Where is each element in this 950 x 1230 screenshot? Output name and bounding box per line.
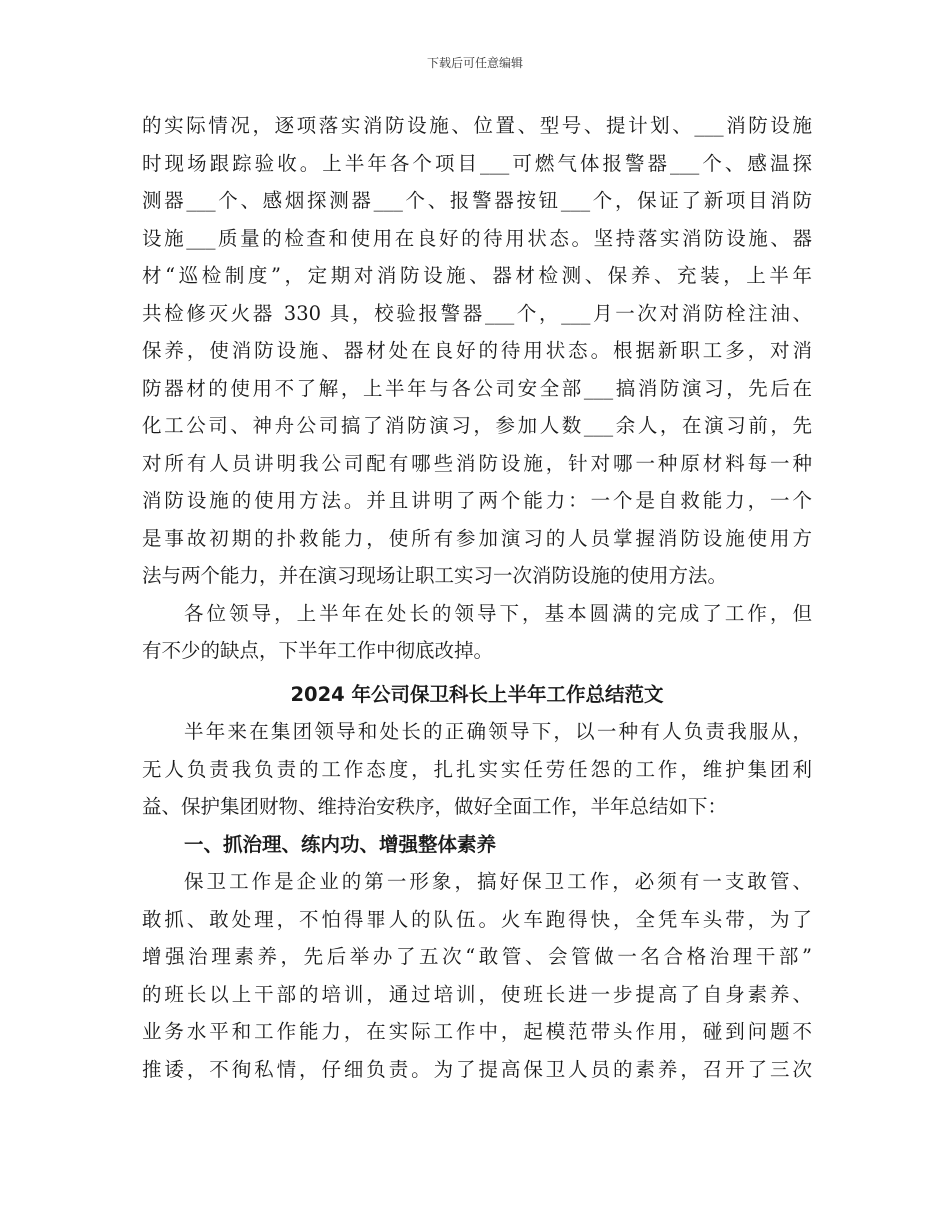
paragraph-fire-safety: [142, 107, 812, 595]
document-body: [142, 107, 812, 1088]
subsection-heading: 一、抓治理、练内功、增强整体素养: [184, 832, 497, 856]
text-line: 法与两个能力，并在演习现场让职工实习一次消防设施的使用方法。: [142, 564, 728, 587]
text-line: 益、保护集团财物、维持治安秩序，做好全面工作，半年总结如下：: [142, 795, 728, 818]
text-line: 有不少的缺点，下半年工作中彻底改掉。: [142, 639, 494, 662]
text-line: 是事故初期的扑救能力，使所有参加演习的人员掌握消防设施使用方: [142, 526, 812, 550]
paragraph-management: [142, 863, 812, 1088]
text-line: 各位领导，上半年在处长的领导下，基本圆满的完成了工作，但: [184, 601, 812, 625]
text-line: 时现场跟踪验收。上半年各个项目___可燃气体报警器___个、感温探: [142, 151, 812, 175]
paragraph-closing: [142, 595, 812, 670]
text-line: 化工公司、神舟公司搞了消防演习，参加人数___余人，在演习前，先: [142, 414, 812, 437]
text-line: 敢抓、敢处理，不怕得罪人的队伍。火车跑得快，全凭车头带，为了: [142, 907, 812, 931]
text-line: 推诿，不徇私情，仔细负责。为了提高保卫人员的素养，召开了三次: [142, 1057, 812, 1081]
text-line: 半年来在集团领导和处长的正确领导下，以一种有人负责我服从，: [184, 720, 812, 743]
text-line: 保养，使消防设施、器材处在良好的待用状态。根据新职工多，对消: [142, 339, 812, 362]
text-line: 对所有人员讲明我公司配有哪些消防设施，针对哪一种原材料每一种: [142, 451, 812, 475]
text-line: 业务水平和工作能力，在实际工作中，起模范带头作用，碰到问题不: [142, 1020, 812, 1043]
text-line: 材“巡检制度”，定期对消防设施、器材检测、保养、充装，上半年: [142, 264, 812, 287]
text-line: 消防设施的使用方法。并且讲明了两个能力：一个是自救能力，一个: [142, 489, 812, 512]
text-line: 保卫工作是企业的第一形象，搞好保卫工作，必须有一支敢管、: [184, 870, 812, 893]
text-line: 测器___个、感烟探测器___个、报警器按钮___个，保证了新项目消防: [142, 189, 812, 212]
paragraph-intro: [142, 713, 812, 826]
text-line: 共检修灭火器 330 具，校验报警器___个，___月一次对消防栓注油、: [142, 301, 812, 325]
text-line: 增强治理素养，先后举办了五次“敢管、会管做一名合格治理干部”: [142, 945, 812, 968]
text-line: 设施___质量的检查和使用在良好的待用状态。坚持落实消防设施、器: [142, 226, 812, 250]
text-line: 防器材的使用不了解，上半年与各公司安全部___搞消防演习，先后在: [142, 376, 812, 400]
text-line: 的实际情况，逐项落实消防设施、位置、型号、提计划、___消防设施: [142, 114, 812, 137]
text-line: 的班长以上干部的培训，通过培训，使班长进一步提高了自身素养、: [142, 982, 812, 1006]
page-header: 下载后可任意编辑: [426, 56, 523, 70]
text-line: 无人负责我负责的工作态度，扎扎实实任劳任怨的工作，维护集团利: [142, 757, 812, 781]
section-title: 2024 年公司保卫科长上半年工作总结范文: [290, 682, 664, 706]
